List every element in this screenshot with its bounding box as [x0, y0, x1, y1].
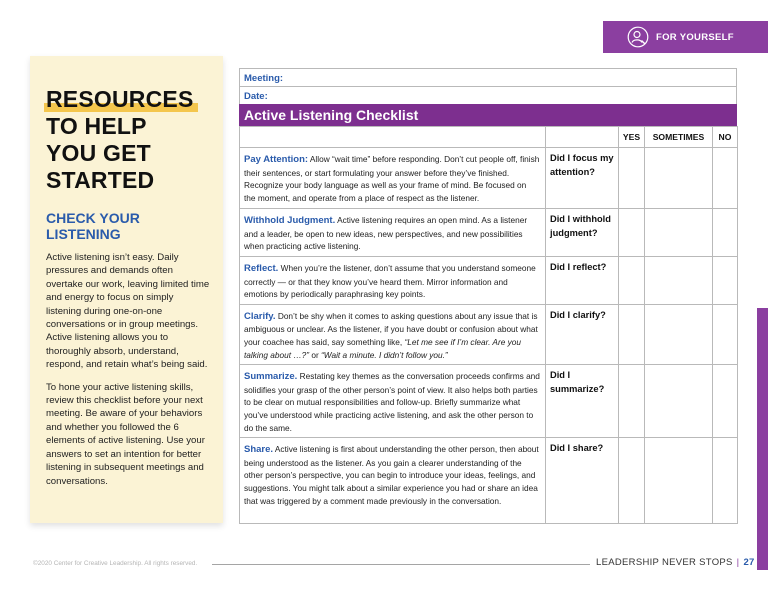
- row-lead: Share.: [244, 444, 274, 456]
- row-lead: Reflect.: [244, 263, 279, 274]
- header-sometimes: SOMETIMES: [645, 127, 713, 148]
- row-mid: or: [309, 349, 322, 360]
- table-row: [240, 438, 738, 524]
- row-description: [240, 148, 546, 209]
- yes-cell[interactable]: [619, 365, 645, 438]
- table-row: [240, 257, 738, 305]
- no-cell[interactable]: [713, 304, 738, 364]
- resources-sidebar: [30, 56, 223, 523]
- footer-tagline-block: [596, 557, 755, 568]
- row-text: When you’re the listener, don’t assume that you understand someone correctly — or that they know you’ve heard them. Mirror information and emotions by periodically paraphrasing key points.: [244, 263, 536, 300]
- header-yes: YES: [619, 127, 645, 148]
- sidebar-paragraph-2: To hone your active listening skills, review this checklist before your next meeting. Be aware of your behaviors and whether you followed the 6 elements of active listening. Use your answers to set an intention for better listening in subsequent meetings and conversations.: [46, 381, 205, 487]
- title-line-4: STARTED: [46, 167, 155, 193]
- row-lead: Withhold Judgment.: [244, 215, 336, 226]
- row-lead: Summarize.: [244, 371, 298, 383]
- subtitle-line-2: LISTENING: [46, 226, 121, 242]
- date-label: Date:: [244, 91, 268, 102]
- row-description: [240, 365, 546, 438]
- yes-cell[interactable]: [619, 438, 645, 524]
- row-question: Did I withhold judgment?: [546, 209, 619, 257]
- copyright-notice: ©2020 Center for Creative Leadership. All rights reserved.: [33, 560, 198, 567]
- sometimes-cell[interactable]: [645, 365, 713, 438]
- header-blank-2: [546, 127, 619, 148]
- page-number: 27: [743, 557, 755, 568]
- row-description: [240, 257, 546, 305]
- row-description: [240, 209, 546, 257]
- meeting-field[interactable]: [239, 68, 737, 86]
- checklist-table: [239, 126, 738, 524]
- footer-divider: [212, 564, 590, 565]
- meeting-label: Meeting:: [244, 73, 284, 84]
- table-row: [240, 304, 738, 364]
- title-line-2: TO HELP: [46, 113, 147, 139]
- row-question: Did I summarize?: [546, 365, 619, 438]
- yes-cell[interactable]: [619, 257, 645, 305]
- row-quote-2: “Wait a minute. I didn’t follow you.”: [321, 349, 448, 360]
- date-field[interactable]: [239, 86, 737, 104]
- edge-accent-bar: [757, 308, 768, 570]
- subtitle-line-1: CHECK YOUR: [46, 210, 140, 226]
- table-row: [240, 365, 738, 438]
- sometimes-cell[interactable]: [645, 438, 713, 524]
- checklist-title: Active Listening Checklist: [239, 104, 737, 126]
- no-cell[interactable]: [713, 148, 738, 209]
- no-cell[interactable]: [713, 257, 738, 305]
- row-description: [240, 304, 546, 364]
- row-lead: Pay Attention:: [244, 154, 309, 165]
- sometimes-cell[interactable]: [645, 148, 713, 209]
- sometimes-cell[interactable]: [645, 304, 713, 364]
- sometimes-cell[interactable]: [645, 257, 713, 305]
- header-no: NO: [713, 127, 738, 148]
- yes-cell[interactable]: [619, 148, 645, 209]
- row-text: Active listening requires an open mind. As a listener and a leader, be open to new ideas, new perspectives, and new possibilities when practicing active listening.: [244, 215, 528, 252]
- for-yourself-tag: [603, 21, 768, 53]
- yes-cell[interactable]: [619, 304, 645, 364]
- row-question: Did I share?: [546, 438, 619, 524]
- row-text: Allow “wait time” before responding. Don’t cut people off, finish their sentences, or start formulating your answer before they’ve finished. Recognize your body language as well as your frame of mind. Be focused on the moment, and operate from a place of respect as the listener.: [244, 154, 540, 203]
- yes-cell[interactable]: [619, 209, 645, 257]
- sidebar-paragraph-1: Active listening isn’t easy. Daily pressures and demands often overtake our work, leaving limited time and energy to focus on simply listening during one-on-one conversations or in group meetings. Active listening allows you to thoroughly absorb, understand, respond, and retain what’s being said.: [46, 252, 210, 371]
- title-line-3: YOU GET: [46, 140, 151, 166]
- table-row: [240, 209, 738, 257]
- row-text: Active listening is first about understanding the other person, then about being understood as the listener. As you gain a clearer understanding of the other person’s perspective, you can begin to introduce your ideas, feelings, and suggestions. You might talk about a similar experience you had or share an idea that was triggered by a comment made previously in the conversation.: [244, 444, 539, 506]
- header-blank: [240, 127, 546, 148]
- tag-label: FOR YOURSELF: [656, 31, 734, 43]
- sidebar-subtitle: [46, 210, 211, 242]
- no-cell[interactable]: [713, 209, 738, 257]
- row-question: Did I reflect?: [546, 257, 619, 305]
- active-listening-checklist: [239, 68, 737, 524]
- header-row: [240, 127, 738, 148]
- title-line-1: RESOURCES: [44, 86, 198, 112]
- row-lead: Clarify.: [244, 310, 276, 322]
- footer-separator: |: [736, 557, 740, 568]
- row-question: Did I clarify?: [546, 304, 619, 364]
- row-text: Restating key themes as the conversation proceeds confirms and solidifies your grasp of the other person’s point of view. It also helps both parties to be clear on mutual responsibilities and follow-up. Briefly summarize what you’ve understood while practicing active listening, and ask the other person to do the same.: [244, 371, 540, 433]
- row-quote-1: “Let me see if I’m clear. Are you talking about …?”: [244, 336, 522, 360]
- no-cell[interactable]: [713, 365, 738, 438]
- no-cell[interactable]: [713, 438, 738, 524]
- row-text: Don’t be shy when it comes to asking questions about any issue that is ambiguous or unclear. As the listener, if you have doubt or confusion about what your coachee has said, say something like,: [244, 310, 538, 347]
- row-description: [240, 438, 546, 524]
- person-search-icon: [627, 26, 649, 48]
- sidebar-title: [46, 86, 211, 194]
- footer-tagline: LEADERSHIP NEVER STOPS: [596, 557, 733, 568]
- table-row: [240, 148, 738, 209]
- sometimes-cell[interactable]: [645, 209, 713, 257]
- row-question: Did I focus my attention?: [546, 148, 619, 209]
